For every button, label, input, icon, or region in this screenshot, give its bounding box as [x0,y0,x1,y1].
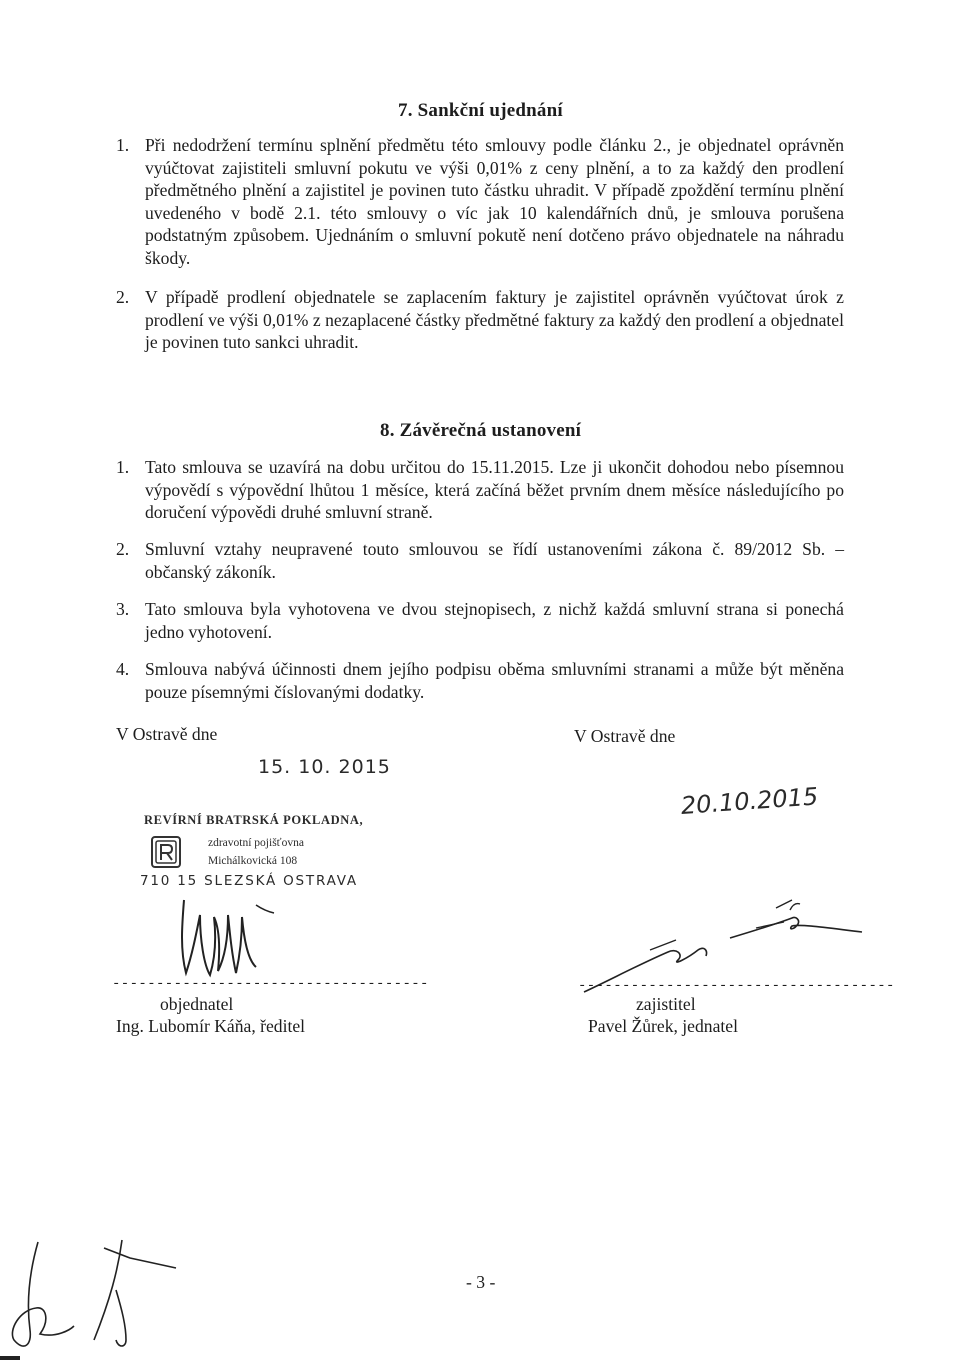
organization-stamp [140,813,390,891]
section-8-item-1 [116,456,844,524]
left-role: objednatel [160,994,234,1014]
section-8-item-3 [116,598,844,643]
section-8-heading: 8. Závěrečná ustanovení [380,420,582,441]
initials-signature-icon [0,1230,190,1360]
right-handwritten-date: 20.10.2015 [680,782,820,820]
stamp-line-1: REVÍRNÍ BRATRSKÁ POKLADNA, [144,813,364,827]
item-number: 1. [116,457,130,477]
stamp-line-3: Michálkovická 108 [208,855,298,867]
left-date-stamp: 15. 10. 2015 [258,756,391,778]
left-name: Ing. Lubomír Káňa, ředitel [116,1016,306,1036]
left-signature-line: ------------------------------------ [112,976,429,992]
right-place-date-label: V Ostravě dne [574,726,676,746]
left-signature-icon [170,895,290,980]
item-text: V případě prodlení objednatele se zaplacením faktury je zajistitel oprávněn vyúčtovat úrok z prodlení ve výši 0,01% z nezaplacené částky předmětné faktury za každý den prodlení a objednatel je povinen tuto sankci uhradit. [145,287,844,352]
page-number: - 3 - [466,1272,496,1292]
item-text: Smlouva nabývá účinnosti dnem jejího podpisu oběma smluvními stranami a může být měněna pouze písemnými číslovanými dodatky. [145,659,844,702]
section-7-item-1 [116,134,844,269]
right-role: zajistitel [636,994,696,1014]
right-name: Pavel Žůrek, jednatel [588,1016,738,1036]
stamp-line-2: zdravotní pojišťovna [208,837,304,849]
section-8-item-2 [116,538,844,583]
item-number: 1. [116,135,130,155]
item-text: Při nedodržení termínu splnění předmětu této smlouvy podle článku 2., je objednatel oprávněn vyúčtovat zajistiteli smluvní pokutu ve výši 0,01% z ceny plnění, a to za každý den prodlení předmětného plnění a zajistitel je povinen tuto částku uhradit. V případě zpoždění termínu plnění uvedeného v bodě 2.1. této smlouvy o víc jak 10 kalendářních dnů, je smlouva porušena podstatným způsobem. Ujednáním o smluvní pokutě není dotčeno právo objednatele na náhradu škody. [145,135,844,268]
item-number: 3. [116,599,130,619]
section-7-heading: 7. Sankční ujednání [398,100,563,121]
section-7-item-2 [116,286,844,354]
item-number: 2. [116,539,130,559]
item-text: Tato smlouva se uzavírá na dobu určitou do 15.11.2015. Lze ji ukončit dohodou nebo písemnou výpovědí s výpovědní lhůtou 1 měsíce, která začíná běžet prvním dnem měsíce následujícího po doručení výpovědi druhé smluvní straně. [145,457,844,522]
item-number: 4. [116,659,130,679]
item-text: Smluvní vztahy neupravené touto smlouvou se řídí ustanoveními zákona č. 89/2012 Sb. – občanský zákoník. [145,539,844,582]
item-text: Tato smlouva byla vyhotovena ve dvou stejnopisech, z nichž každá smluvní strana si ponechá jedno vyhotovení. [145,599,844,642]
stamp-line-4: 710 15 SLEZSKÁ OSTRAVA [140,873,358,889]
left-place-date-label: V Ostravě dne [116,724,218,744]
right-signature-line: ------------------------------------ [578,978,895,994]
scan-edge-mark [0,1356,20,1360]
stamp-logo-icon [150,835,182,869]
section-8-item-4 [116,658,844,703]
item-number: 2. [116,287,130,307]
